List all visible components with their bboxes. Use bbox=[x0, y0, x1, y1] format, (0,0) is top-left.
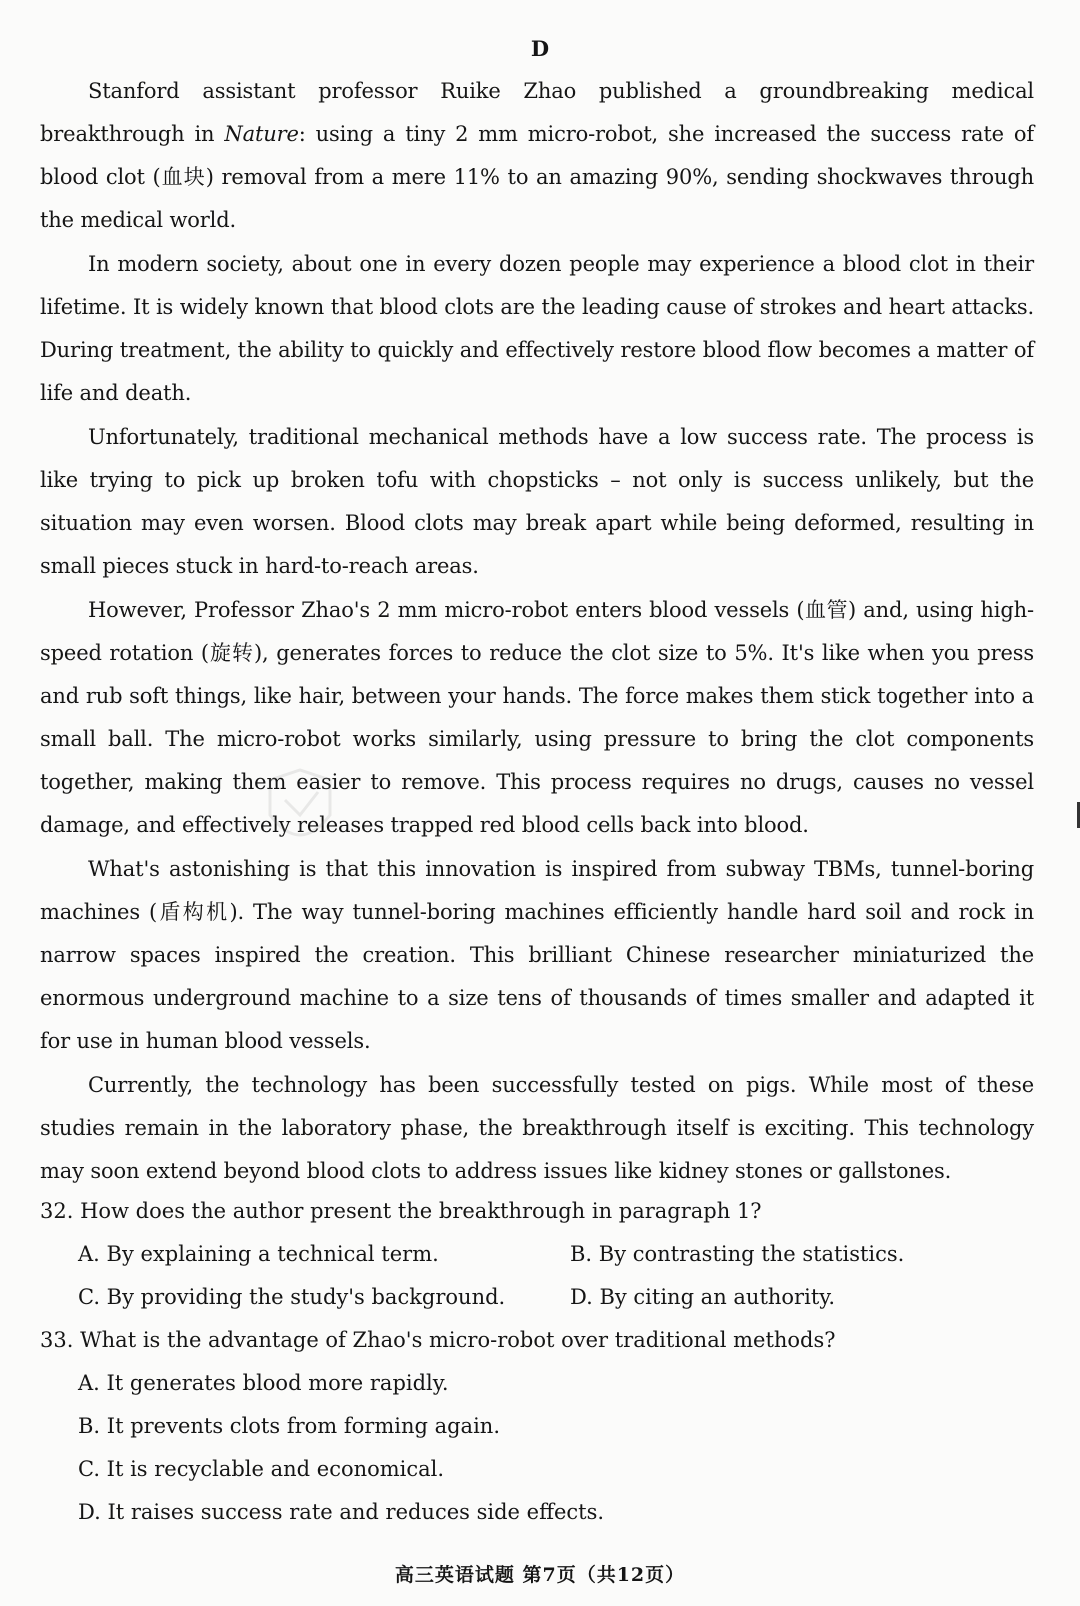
question-stem: 33. What is the advantage of Zhao's micro-robot over traditional methods? bbox=[40, 1328, 836, 1352]
option-b: B. By contrasting the statistics. bbox=[570, 1242, 905, 1266]
option-a: A. It generates blood more rapidly. bbox=[78, 1371, 449, 1395]
journal-name: Nature bbox=[224, 122, 299, 146]
paragraph-3: Unfortunately, traditional mechanical methods have a low success rate. The process is like trying to pick up broken tofu with chopsticks – not only is success unlikely, but the situation may even worsen. Blood clots may break apart while being deformed, resulting in small pieces stuck in hard-to-reach areas. bbox=[40, 425, 1034, 578]
option-list bbox=[40, 1362, 1034, 1534]
option-b: B. It prevents clots from forming again. bbox=[78, 1414, 500, 1438]
question-33 bbox=[40, 1319, 1034, 1534]
question-stem: 32. How does the author present the breakthrough in paragraph 1? bbox=[40, 1199, 762, 1223]
section-letter: D bbox=[530, 36, 550, 61]
paragraph-5: What's astonishing is that this innovation is inspired from subway TBMs, tunnel-boring machines (盾构机). The way tunnel-boring machines efficiently handle hard soil and rock in narrow spaces inspired the creation. This brilliant Chinese researcher miniaturized the enormous underground machine to a size tens of thousands of times smaller and adapted it for use in human blood vessels. bbox=[40, 857, 1034, 1053]
option-d: D. It raises success rate and reduces side effects. bbox=[78, 1500, 605, 1524]
option-c: C. By providing the study's background. bbox=[78, 1285, 506, 1309]
paragraph-2: In modern society, about one in every dozen people may experience a blood clot in their lifetime. It is widely known that blood clots are the leading cause of strokes and heart attacks. During treatment, the ability to quickly and effectively restore blood flow becomes a matter of life and death. bbox=[40, 252, 1034, 405]
page-footer: 高三英语试题 第7页（共12页） bbox=[394, 1564, 686, 1586]
option-grid bbox=[40, 1233, 1034, 1319]
question-section bbox=[40, 1190, 1034, 1534]
reading-passage bbox=[40, 70, 1034, 1194]
option-d: D. By citing an authority. bbox=[570, 1285, 836, 1309]
paragraph-4: However, Professor Zhao's 2 mm micro-robot enters blood vessels (血管) and, using high-speed rotation (旋转), generates forces to reduce the clot size to 5%. It's like when you press and rub soft things, like hair, between your hands. The force makes them stick together into a small ball. The micro-robot works similarly, using pressure to bring the clot components together, making them easier to remove. This process requires no drugs, causes no vessel damage, and effectively releases trapped red blood cells back into blood. bbox=[40, 598, 1034, 837]
question-32 bbox=[40, 1190, 1034, 1319]
paragraph-6: Currently, the technology has been successfully tested on pigs. While most of these studies remain in the laboratory phase, the breakthrough itself is exciting. This technology may soon extend beyond blood clots to address issues like kidney stones or gallstones. bbox=[40, 1073, 1034, 1183]
option-c: C. It is recyclable and economical. bbox=[78, 1457, 445, 1481]
paragraph-1: Stanford assistant professor Ruike Zhao published a groundbreaking medical breakthrough in Nature: using a tiny 2 mm micro-robot, she increased the success rate of blood clot (血块) removal from a mere 11% to an amazing 90%, sending shockwaves through the medical world. bbox=[40, 79, 1034, 232]
option-a: A. By explaining a technical term. bbox=[78, 1242, 439, 1266]
